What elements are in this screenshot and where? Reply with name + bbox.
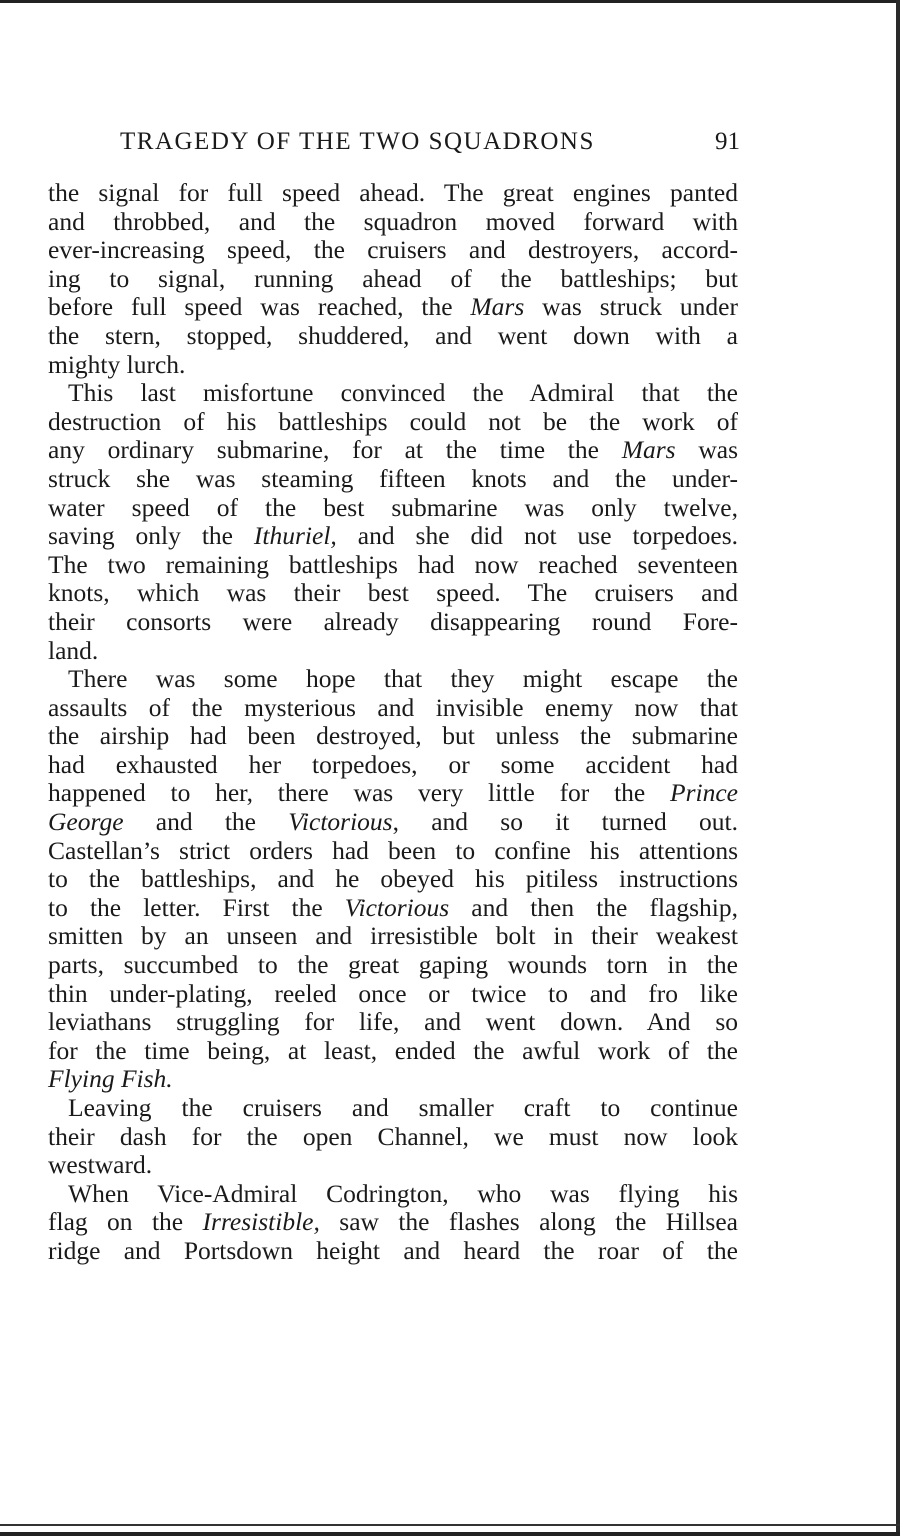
text-line: the signal for full speed ahead. The great engines panted [48, 178, 738, 207]
text-line: saving only the Ithuriel, and she did not use torpedoes. [48, 521, 738, 551]
page-right-edge [896, 0, 900, 1536]
text-line: Leaving the cruisers and smaller craft to continue [68, 1093, 738, 1122]
ship-name: Prince [670, 778, 738, 808]
text-line: any ordinary submarine, for at the time the Mars was [48, 435, 738, 465]
text-line: the airship had been destroyed, but unless the submarine [48, 721, 738, 751]
paragraph [48, 179, 738, 379]
ship-name: George [48, 807, 124, 837]
text-line: The two remaining battleships had now reached seventeen [48, 549, 738, 579]
text-line: water speed of the best submarine was only twelve, [48, 492, 738, 522]
text-line: mighty lurch. [48, 349, 186, 379]
paragraph [48, 665, 738, 1094]
text-line: leviathans struggling for life, and went down. And so [48, 1007, 738, 1037]
paragraph [48, 379, 738, 665]
text-line: Castellan’s strict orders had been to confine his attentions [48, 835, 738, 865]
ship-name: Flying Fish. [48, 1064, 173, 1094]
ship-name: Victorious [288, 807, 393, 837]
text-line: George and the Victorious, and so it turned out. [48, 807, 738, 837]
text-line: land. [48, 635, 99, 665]
text-line: westward. [48, 1150, 153, 1180]
text-line: ever-increasing speed, the cruisers and destroyers, accord- [48, 235, 738, 265]
text-line: before full speed was reached, the Mars was struck under [48, 292, 738, 322]
paragraph [48, 1180, 738, 1266]
text-line: ridge and Portsdown height and heard the roar of the [48, 1235, 738, 1265]
text-line: parts, succumbed to the great gaping wounds torn in the [48, 950, 738, 980]
ship-name: Mars [621, 435, 676, 465]
text-line: had exhausted her torpedoes, or some accident had [48, 749, 738, 779]
ship-name: Mars [470, 292, 525, 322]
text-line: struck she was steaming fifteen knots and the under- [48, 463, 738, 493]
ship-name: Ithuriel, [253, 521, 337, 551]
text-line: and throbbed, and the squadron moved forward with [48, 206, 738, 236]
paragraph [48, 1094, 738, 1180]
text-line: their dash for the open Channel, we must now look [48, 1121, 738, 1151]
text-line: flag on the Irresistible, saw the flashes along the Hillsea [48, 1207, 738, 1237]
text-line: When Vice-Admiral Codrington, who was flying his [68, 1178, 738, 1208]
text-line: This last misfortune convinced the Admiral that the [68, 378, 738, 408]
text-line [48, 1065, 738, 1094]
text-line: ing to signal, running ahead of the battleships; but [48, 263, 738, 293]
page-bottom-edge [0, 1524, 900, 1526]
text-line: their consorts were already disappearing round Fore- [48, 606, 738, 636]
ship-name: Irresistible, [202, 1207, 320, 1237]
running-head [120, 128, 740, 162]
text-line: destruction of his battleships could not be the work of [48, 406, 738, 436]
text-line: There was some hope that they might escape the [68, 664, 738, 694]
body-text [48, 179, 738, 1266]
ship-name: Victorious [344, 892, 450, 922]
page-top-edge [0, 0, 900, 3]
text-line: for the time being, at least, ended the awful work of the [48, 1035, 738, 1065]
text-line: assaults of the mysterious and invisible enemy now that [48, 692, 738, 722]
text-line: happened to her, there was very little for the Prince [48, 778, 738, 808]
text-line: knots, which was their best speed. The cruisers and [48, 578, 738, 608]
page-bottom-shadow [0, 1532, 900, 1536]
text-line: smitten by an unseen and irresistible bolt in their weakest [48, 921, 738, 951]
text-line: to the letter. First the Victorious and then the flagship, [48, 892, 738, 922]
text-line: thin under-plating, reeled once or twice to and fro like [48, 978, 738, 1008]
page-number: 91 [715, 128, 740, 155]
text-line: to the battleships, and he obeyed his pitiless instructions [48, 864, 738, 894]
text-line: the stern, stopped, shuddered, and went down with a [48, 320, 738, 350]
running-title: TRAGEDY OF THE TWO SQUADRONS [120, 128, 595, 155]
